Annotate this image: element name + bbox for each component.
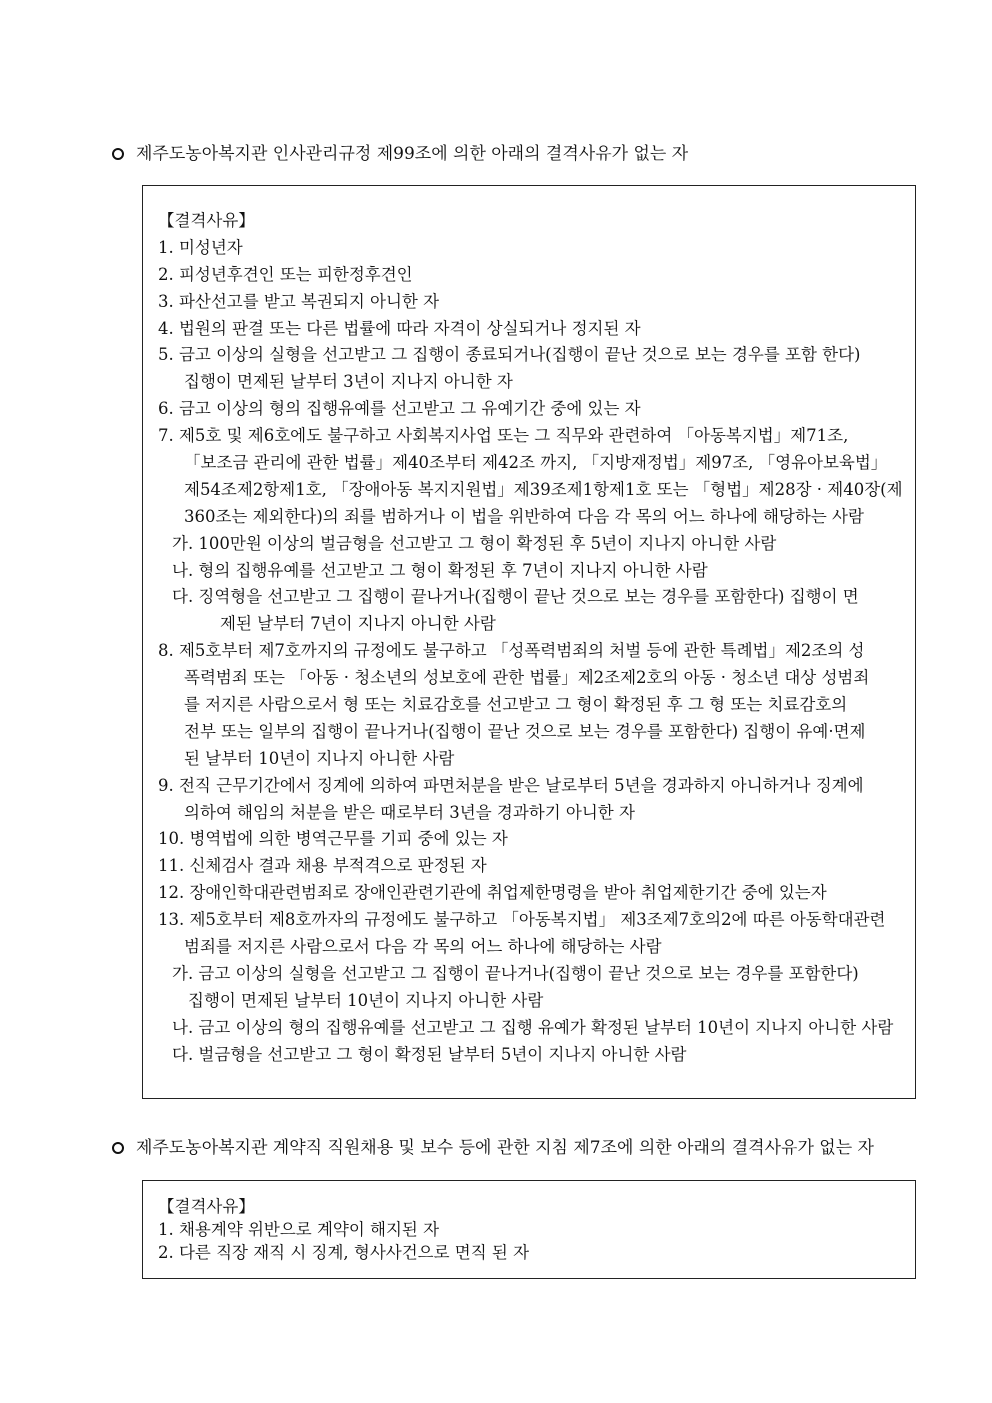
list-item: 1. 미성년자 <box>158 237 243 257</box>
box2-title: 【결격사유】 <box>158 1197 255 1216</box>
list-item: 9. 전직 근무기간에서 징계에 의하여 파면처분을 받은 날로부터 5년을 경과하지 아니하거나 징계에 <box>158 775 864 795</box>
list-item-continuation: 전부 또는 일부의 집행이 끝나거나(집행이 끝난 것으로 보는 경우를 포함한다) 집행이 유예·면제 <box>184 721 866 741</box>
sub-item: 가. 금고 이상의 실형을 선고받고 그 집행이 끝나거나(집행이 끝난 것으로 보는 경우를 포함한다) <box>172 963 859 983</box>
sub-item: 나. 금고 이상의 형의 집행유예를 선고받고 그 집행 유예가 확정된 날부터 10년이 지나지 아니한 사람 <box>172 1017 894 1037</box>
list-item: 8. 제5호부터 제7호까지의 규정에도 불구하고 「성폭력범죄의 처벌 등에 관한 특례법」제2조의 성 <box>158 641 865 661</box>
circle-bullet-icon <box>112 148 124 160</box>
list-item: 12. 장애인학대관련범죄로 장애인관련기관에 취업제한명령을 받아 취업제한기간 중에 있는자 <box>158 883 827 903</box>
sub-item: 나. 형의 집행유예를 선고받고 그 형이 확정된 후 7년이 지나지 아니한 사람 <box>172 560 708 580</box>
section2-heading <box>112 1137 932 1159</box>
list-item: 10. 병역법에 의한 병역근무를 기피 중에 있는 자 <box>158 829 508 849</box>
box1-title: 【결격사유】 <box>158 211 255 230</box>
list-item: 1. 채용계약 위반으로 계약이 해지된 자 <box>158 1220 440 1239</box>
disqualification-box-2 <box>142 1180 916 1279</box>
list-item-continuation: 폭력범죄 또는 「아동 · 청소년의 성보호에 관한 법률」제2조제2호의 아동 · 청소년 대상 성범죄 <box>184 668 870 688</box>
list-item-continuation: 집행이 면제된 날부터 3년이 지나지 아니한 자 <box>184 372 513 392</box>
section1-heading <box>112 143 932 165</box>
circle-bullet-icon <box>112 1142 124 1154</box>
list-item: 5. 금고 이상의 실형을 선고받고 그 집행이 종료되거나(집행이 끝난 것으로 보는 경우를 포함 한다) <box>158 345 861 365</box>
list-item-continuation: 제54조제2항제1호, 「장애아동 복지지원법」제39조제1항제1호 또는 「형법」제28장 · 제40장(제 <box>184 479 903 499</box>
list-item: 4. 법원의 판결 또는 다른 법률에 따라 자격이 상실되거나 정지된 자 <box>158 318 641 338</box>
sub-item-continuation: 제된 날부터 7년이 지나지 아니한 사람 <box>220 614 496 634</box>
list-item-continuation: 「보조금 관리에 관한 법률」제40조부터 제42조 까지, 「지방재정법」제97조, 「영유아보육법」 <box>184 453 888 473</box>
list-item: 2. 다른 직장 재직 시 징계, 형사사건으로 면직 된 자 <box>158 1243 530 1262</box>
section2-heading-text: 제주도농아복지관 계약직 직원채용 및 보수 등에 관한 지침 제7조에 의한 아래의 결격사유가 없는 자 <box>136 1138 874 1158</box>
list-item-continuation: 범죄를 저지른 사람으로서 다음 각 목의 어느 하나에 해당하는 사람 <box>184 937 662 957</box>
sub-item: 가. 100만원 이상의 벌금형을 선고받고 그 형이 확정된 후 5년이 지나지 아니한 사람 <box>172 533 777 553</box>
list-item: 13. 제5호부터 제8호까자의 규정에도 불구하고 「아동복지법」 제3조제7호의2에 따른 아동학대관련 <box>158 910 886 930</box>
list-item: 11. 신체검사 결과 채용 부적격으로 판정된 자 <box>158 856 487 876</box>
list-item: 6. 금고 이상의 형의 집행유예를 선고받고 그 유예기간 중에 있는 자 <box>158 399 641 419</box>
list-item: 2. 피성년후견인 또는 피한정후견인 <box>158 264 413 284</box>
sub-item-continuation: 집행이 면제된 날부터 10년이 지나지 아니한 사람 <box>188 990 544 1010</box>
list-item-continuation: 를 저지른 사람으로서 형 또는 치료감호를 선고받고 그 형이 확정된 후 그 형 또는 치료감호의 <box>184 695 848 715</box>
sub-item: 다. 징역형을 선고받고 그 집행이 끝나거나(집행이 끝난 것으로 보는 경우를 포함한다) 집행이 면 <box>172 587 859 607</box>
list-item-continuation: 360조는 제외한다)의 죄를 범하거나 이 법을 위반하여 다음 각 목의 어느 하나에 해당하는 사람 <box>184 506 864 526</box>
section1-heading-text: 제주도농아복지관 인사관리규정 제99조에 의한 아래의 결격사유가 없는 자 <box>136 144 689 164</box>
list-item: 7. 제5호 및 제6호에도 불구하고 사회복지사업 또는 그 직무와 관련하여 「아동복지법」제71조, <box>158 426 849 446</box>
disqualification-box-1 <box>142 185 916 1099</box>
list-item: 3. 파산선고를 받고 복권되지 아니한 자 <box>158 291 440 311</box>
list-item-continuation: 의하여 해임의 처분을 받은 때로부터 3년을 경과하기 아니한 자 <box>184 802 635 822</box>
sub-item: 다. 벌금형을 선고받고 그 형이 확정된 날부터 5년이 지나지 아니한 사람 <box>172 1044 687 1064</box>
list-item-continuation: 된 날부터 10년이 지나지 아니한 사람 <box>184 748 455 768</box>
